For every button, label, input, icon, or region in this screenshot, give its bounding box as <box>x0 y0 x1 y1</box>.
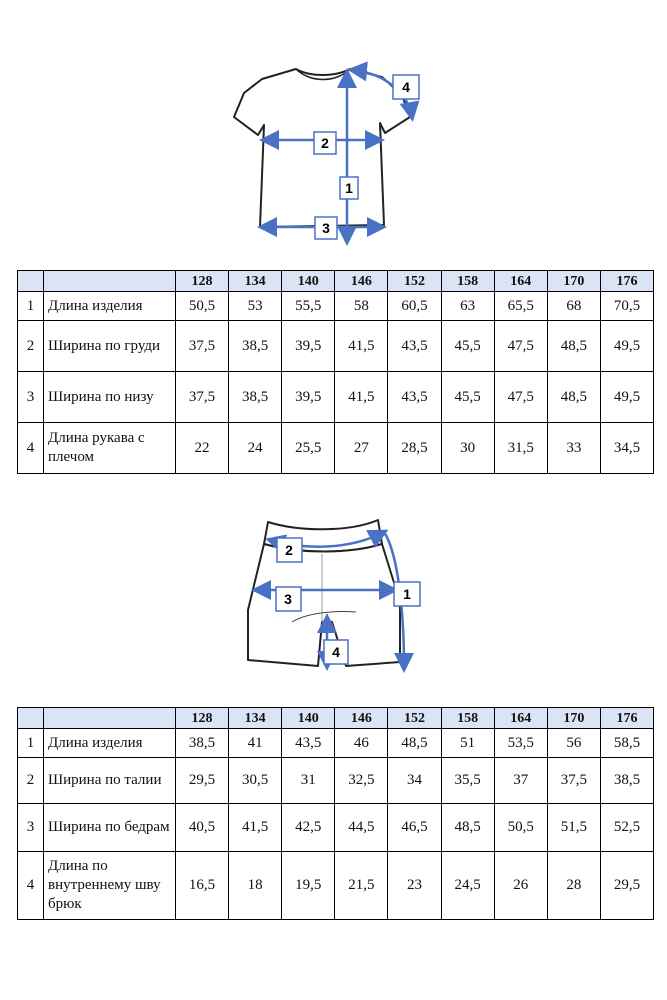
cell-value: 29,5 <box>600 852 653 920</box>
svg-text:2: 2 <box>285 542 293 558</box>
shorts-marker-3 <box>276 587 301 611</box>
cell-value: 68 <box>547 292 600 321</box>
size-header: 164 <box>494 708 547 729</box>
size-header: 134 <box>229 708 282 729</box>
cell-value: 31 <box>282 758 335 804</box>
row-label: Длина изделия <box>44 729 176 758</box>
header-empty <box>18 708 44 729</box>
table-row <box>18 852 654 920</box>
svg-text:4: 4 <box>402 79 410 95</box>
cell-value: 41,5 <box>335 372 388 423</box>
size-header: 146 <box>335 708 388 729</box>
cell-value: 38,5 <box>176 729 229 758</box>
cell-value: 22 <box>176 423 229 474</box>
shorts-marker-1 <box>394 582 420 606</box>
cell-value: 31,5 <box>494 423 547 474</box>
row-label: Ширина по низу <box>44 372 176 423</box>
cell-value: 35,5 <box>441 758 494 804</box>
size-header: 140 <box>282 708 335 729</box>
cell-value: 38,5 <box>600 758 653 804</box>
shorts-marker-2 <box>277 538 302 562</box>
svg-text:3: 3 <box>322 220 330 236</box>
cell-value: 60,5 <box>388 292 441 321</box>
cell-value: 45,5 <box>441 321 494 372</box>
cell-value: 39,5 <box>282 372 335 423</box>
tshirt-marker-4 <box>393 75 419 99</box>
row-label: Ширина по талии <box>44 758 176 804</box>
cell-value: 37 <box>494 758 547 804</box>
cell-value: 37,5 <box>176 372 229 423</box>
table-row <box>18 804 654 852</box>
size-header: 128 <box>176 708 229 729</box>
cell-value: 25,5 <box>282 423 335 474</box>
cell-value: 56 <box>547 729 600 758</box>
size-header: 140 <box>282 271 335 292</box>
tshirt-marker-3 <box>315 217 337 239</box>
cell-value: 16,5 <box>176 852 229 920</box>
cell-value: 38,5 <box>229 321 282 372</box>
cell-value: 70,5 <box>600 292 653 321</box>
header-empty <box>44 271 176 292</box>
size-header: 152 <box>388 708 441 729</box>
cell-value: 47,5 <box>494 372 547 423</box>
cell-value: 50,5 <box>494 804 547 852</box>
cell-value: 27 <box>335 423 388 474</box>
cell-value: 24 <box>229 423 282 474</box>
size-header: 128 <box>176 271 229 292</box>
size-header: 158 <box>441 271 494 292</box>
cell-value: 46,5 <box>388 804 441 852</box>
cell-value: 45,5 <box>441 372 494 423</box>
size-header: 170 <box>547 708 600 729</box>
cell-value: 49,5 <box>600 321 653 372</box>
cell-value: 18 <box>229 852 282 920</box>
header-empty <box>44 708 176 729</box>
cell-value: 33 <box>547 423 600 474</box>
cell-value: 58,5 <box>600 729 653 758</box>
cell-value: 55,5 <box>282 292 335 321</box>
shorts-diagram <box>0 510 667 680</box>
size-header: 176 <box>600 271 653 292</box>
cell-value: 40,5 <box>176 804 229 852</box>
row-label: Ширина по бедрам <box>44 804 176 852</box>
svg-text:4: 4 <box>332 644 340 660</box>
cell-value: 65,5 <box>494 292 547 321</box>
shorts-size-table <box>17 707 654 920</box>
size-header: 146 <box>335 271 388 292</box>
cell-value: 41 <box>229 729 282 758</box>
tshirt-marker-1 <box>340 177 358 199</box>
cell-value: 41,5 <box>229 804 282 852</box>
cell-value: 37,5 <box>547 758 600 804</box>
table-row <box>18 729 654 758</box>
cell-value: 34 <box>388 758 441 804</box>
table-row <box>18 292 654 321</box>
row-index: 1 <box>18 292 44 321</box>
cell-value: 28,5 <box>388 423 441 474</box>
size-header: 152 <box>388 271 441 292</box>
cell-value: 50,5 <box>176 292 229 321</box>
table-row <box>18 758 654 804</box>
cell-value: 42,5 <box>282 804 335 852</box>
row-index: 2 <box>18 758 44 804</box>
cell-value: 37,5 <box>176 321 229 372</box>
row-index: 1 <box>18 729 44 758</box>
cell-value: 48,5 <box>388 729 441 758</box>
cell-value: 49,5 <box>600 372 653 423</box>
size-header: 134 <box>229 271 282 292</box>
cell-value: 53 <box>229 292 282 321</box>
svg-text:3: 3 <box>284 591 292 607</box>
cell-value: 23 <box>388 852 441 920</box>
cell-value: 46 <box>335 729 388 758</box>
cell-value: 58 <box>335 292 388 321</box>
tshirt-table-header <box>18 271 654 292</box>
size-header: 176 <box>600 708 653 729</box>
header-empty <box>18 271 44 292</box>
svg-text:1: 1 <box>403 586 411 602</box>
cell-value: 24,5 <box>441 852 494 920</box>
cell-value: 48,5 <box>547 372 600 423</box>
cell-value: 63 <box>441 292 494 321</box>
size-header: 158 <box>441 708 494 729</box>
size-header: 170 <box>547 271 600 292</box>
row-index: 2 <box>18 321 44 372</box>
cell-value: 43,5 <box>388 321 441 372</box>
tshirt-size-table <box>17 270 654 474</box>
tshirt-marker-2 <box>314 132 336 154</box>
cell-value: 52,5 <box>600 804 653 852</box>
cell-value: 19,5 <box>282 852 335 920</box>
row-label: Длина рукава с плечом <box>44 423 176 474</box>
row-label: Длина изделия <box>44 292 176 321</box>
cell-value: 53,5 <box>494 729 547 758</box>
cell-value: 32,5 <box>335 758 388 804</box>
row-index: 3 <box>18 372 44 423</box>
cell-value: 43,5 <box>282 729 335 758</box>
cell-value: 34,5 <box>600 423 653 474</box>
svg-text:1: 1 <box>345 180 353 196</box>
cell-value: 47,5 <box>494 321 547 372</box>
table-row <box>18 321 654 372</box>
cell-value: 30,5 <box>229 758 282 804</box>
cell-value: 51 <box>441 729 494 758</box>
cell-value: 41,5 <box>335 321 388 372</box>
cell-value: 38,5 <box>229 372 282 423</box>
cell-value: 21,5 <box>335 852 388 920</box>
cell-value: 51,5 <box>547 804 600 852</box>
cell-value: 43,5 <box>388 372 441 423</box>
table-row <box>18 423 654 474</box>
cell-value: 48,5 <box>441 804 494 852</box>
row-index: 4 <box>18 423 44 474</box>
cell-value: 28 <box>547 852 600 920</box>
shorts-table-header <box>18 708 654 729</box>
row-index: 3 <box>18 804 44 852</box>
shorts-marker-4 <box>324 640 348 664</box>
row-index: 4 <box>18 852 44 920</box>
row-label: Ширина по груди <box>44 321 176 372</box>
cell-value: 30 <box>441 423 494 474</box>
cell-value: 44,5 <box>335 804 388 852</box>
tshirt-diagram <box>0 55 667 255</box>
cell-value: 26 <box>494 852 547 920</box>
cell-value: 29,5 <box>176 758 229 804</box>
row-label: Длина по внутреннему шву брюк <box>44 852 176 920</box>
cell-value: 48,5 <box>547 321 600 372</box>
table-row <box>18 372 654 423</box>
svg-text:2: 2 <box>321 135 329 151</box>
cell-value: 39,5 <box>282 321 335 372</box>
size-header: 164 <box>494 271 547 292</box>
